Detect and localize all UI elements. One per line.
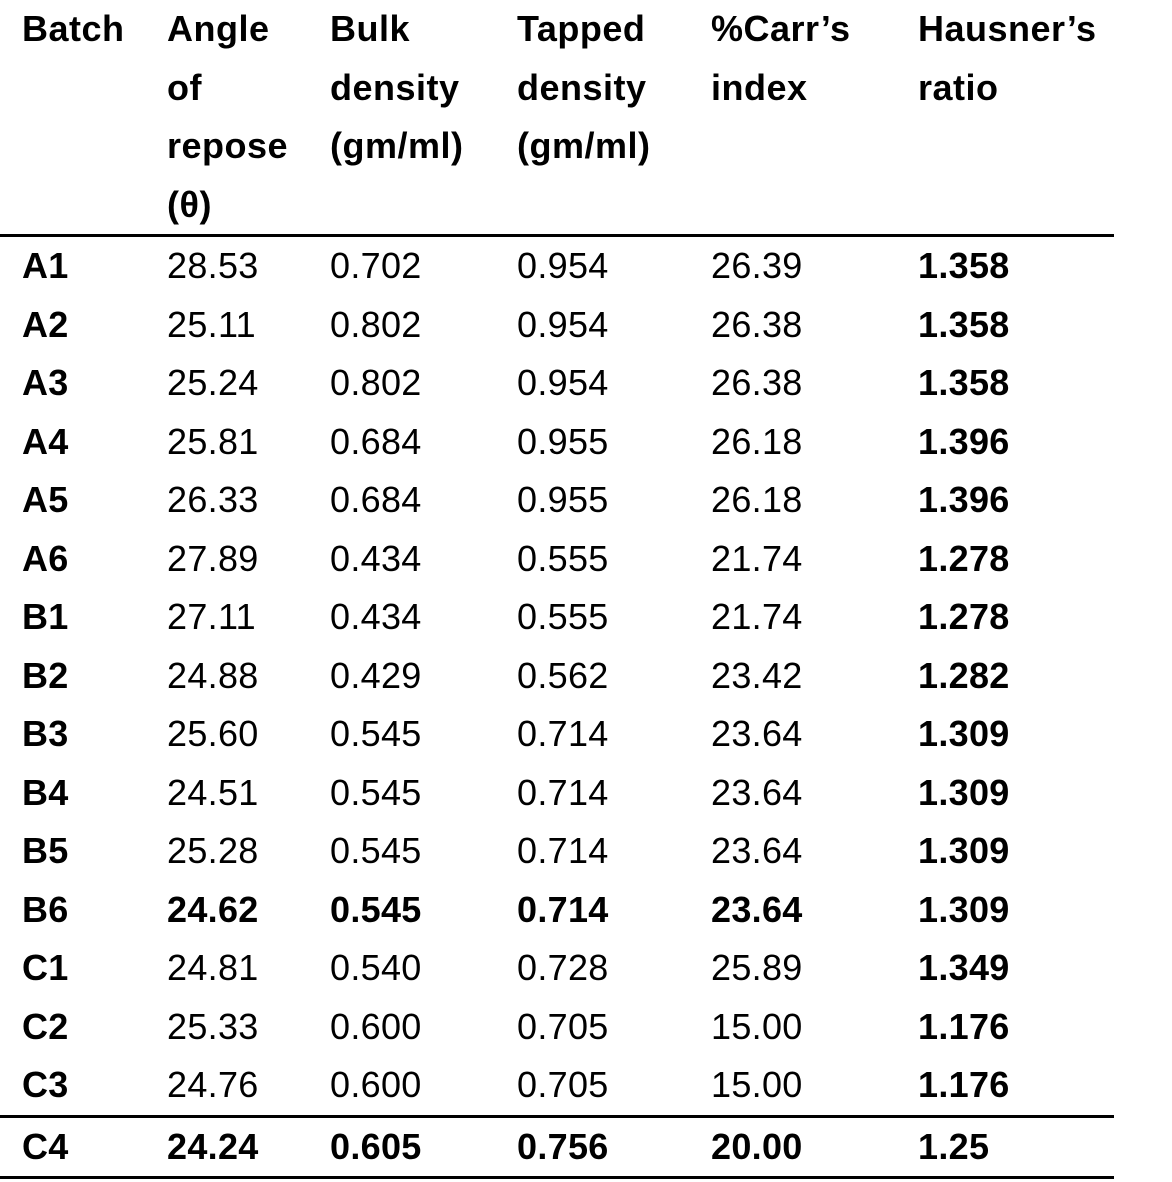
table-row [0, 588, 1114, 647]
bulk-cell: 0.434 [330, 537, 422, 579]
bulk-cell: 0.600 [330, 1005, 422, 1047]
hausner-cell: 1.358 [918, 303, 1010, 345]
angle-cell: 24.62 [167, 888, 259, 930]
angle-cell: 25.11 [167, 303, 256, 345]
carr-cell: 23.64 [711, 830, 803, 871]
table-row [0, 705, 1114, 764]
header-tapped-density: Tapped density (gm/ml) [517, 8, 651, 166]
hausner-cell: 1.278 [918, 537, 1010, 579]
angle-cell: 25.60 [167, 713, 259, 754]
tapped-cell: 0.562 [517, 654, 609, 696]
batch-cell: A6 [22, 537, 69, 579]
carr-cell: 21.74 [711, 596, 803, 637]
carr-cell: 26.38 [711, 362, 803, 403]
hausner-cell: 1.278 [918, 596, 1010, 637]
bulk-cell: 0.545 [330, 888, 422, 930]
carr-cell: 25.89 [711, 947, 803, 988]
bulk-cell: 0.802 [330, 362, 422, 403]
batch-cell: C3 [22, 1064, 69, 1105]
batch-cell: B6 [22, 888, 69, 930]
carr-cell: 15.00 [711, 1064, 803, 1105]
table-row [0, 471, 1114, 530]
batch-cell: A4 [22, 420, 69, 462]
table-header-row [0, 0, 1114, 237]
batch-cell: A1 [22, 245, 69, 286]
hausner-cell: 1.396 [918, 479, 1010, 520]
tapped-cell: 0.756 [517, 1125, 609, 1167]
tapped-cell: 0.955 [517, 420, 609, 462]
angle-cell: 27.89 [167, 537, 259, 579]
table-row [0, 530, 1114, 589]
table-row [0, 822, 1114, 881]
batch-cell: A5 [22, 479, 69, 520]
carr-cell: 26.38 [711, 303, 803, 345]
hausner-cell: 1.349 [918, 947, 1010, 988]
header-carrs-index: %Carr’s index [711, 8, 851, 108]
bulk-cell: 0.802 [330, 303, 422, 345]
bulk-cell: 0.684 [330, 479, 422, 520]
angle-cell: 28.53 [167, 245, 259, 286]
angle-cell: 25.28 [167, 830, 259, 871]
carr-cell: 26.18 [711, 479, 803, 520]
bulk-cell: 0.545 [330, 830, 422, 871]
tapped-cell: 0.954 [517, 362, 609, 403]
angle-cell: 27.11 [167, 596, 256, 637]
hausner-cell: 1.358 [918, 362, 1010, 403]
hausner-cell: 1.358 [918, 245, 1010, 286]
table-row [0, 764, 1114, 823]
tapped-cell: 0.954 [517, 303, 609, 345]
angle-cell: 25.33 [167, 1005, 259, 1047]
hausner-cell: 1.282 [918, 654, 1010, 696]
table-row [0, 413, 1114, 472]
batch-cell: C4 [22, 1125, 69, 1167]
angle-cell: 24.51 [167, 771, 259, 813]
angle-cell: 25.81 [167, 420, 259, 462]
batch-cell: C2 [22, 1005, 69, 1047]
hausner-cell: 1.396 [918, 420, 1010, 462]
angle-cell: 24.88 [167, 654, 259, 696]
batch-cell: B4 [22, 771, 69, 813]
batch-cell: B2 [22, 654, 69, 696]
tapped-cell: 0.954 [517, 245, 609, 286]
table-row [0, 881, 1114, 940]
hausner-cell: 1.176 [918, 1005, 1010, 1047]
hausner-cell: 1.309 [918, 830, 1010, 871]
tapped-cell: 0.714 [517, 771, 609, 813]
batch-cell: B1 [22, 596, 69, 637]
carr-cell: 23.42 [711, 654, 803, 696]
hausner-cell: 1.25 [918, 1125, 990, 1167]
carr-cell: 21.74 [711, 537, 803, 579]
hausner-cell: 1.309 [918, 771, 1010, 813]
carr-cell: 26.18 [711, 420, 803, 462]
tapped-cell: 0.705 [517, 1005, 609, 1047]
header-batch: Batch [22, 8, 125, 49]
hausner-cell: 1.176 [918, 1064, 1010, 1105]
tapped-cell: 0.714 [517, 888, 609, 930]
batch-cell: A2 [22, 303, 69, 345]
table-body [0, 237, 1114, 1179]
carr-cell: 23.64 [711, 771, 803, 813]
batch-cell: C1 [22, 947, 69, 988]
table-row [0, 998, 1114, 1057]
angle-cell: 24.24 [167, 1125, 259, 1167]
carr-cell: 23.64 [711, 713, 803, 754]
tapped-cell: 0.555 [517, 596, 609, 637]
carr-cell: 15.00 [711, 1005, 803, 1047]
table-row [0, 354, 1114, 413]
tapped-cell: 0.705 [517, 1064, 609, 1105]
bulk-cell: 0.545 [330, 713, 422, 754]
header-angle-of-repose: Angle of repose (θ) [167, 8, 289, 225]
batch-cell: A3 [22, 362, 69, 403]
bulk-cell: 0.600 [330, 1064, 422, 1105]
angle-cell: 24.76 [167, 1064, 259, 1105]
tapped-cell: 0.714 [517, 713, 609, 754]
carr-cell: 23.64 [711, 888, 803, 930]
tapped-cell: 0.555 [517, 537, 609, 579]
table-row [0, 1056, 1114, 1115]
bulk-cell: 0.605 [330, 1125, 422, 1167]
hausner-cell: 1.309 [918, 713, 1010, 754]
angle-cell: 25.24 [167, 362, 259, 403]
bulk-cell: 0.545 [330, 771, 422, 813]
tapped-cell: 0.728 [517, 947, 609, 988]
batch-cell: B3 [22, 713, 69, 754]
header-bulk-density: Bulk density (gm/ml) [330, 8, 464, 166]
table-row [0, 647, 1114, 706]
carr-cell: 20.00 [711, 1125, 803, 1167]
carr-cell: 26.39 [711, 245, 803, 286]
angle-cell: 26.33 [167, 479, 259, 520]
bulk-cell: 0.702 [330, 245, 422, 286]
bulk-cell: 0.434 [330, 596, 422, 637]
tapped-cell: 0.955 [517, 479, 609, 520]
tapped-cell: 0.714 [517, 830, 609, 871]
bulk-cell: 0.540 [330, 947, 422, 988]
batch-cell: B5 [22, 830, 69, 871]
table-row [0, 939, 1114, 998]
bulk-cell: 0.429 [330, 654, 422, 696]
header-hausners-ratio: Hausner’s ratio [918, 8, 1097, 108]
table-row [0, 237, 1114, 296]
bulk-cell: 0.684 [330, 420, 422, 462]
angle-cell: 24.81 [167, 947, 259, 988]
table-row [0, 296, 1114, 355]
hausner-cell: 1.309 [918, 888, 1010, 930]
table-row-final [0, 1115, 1114, 1179]
